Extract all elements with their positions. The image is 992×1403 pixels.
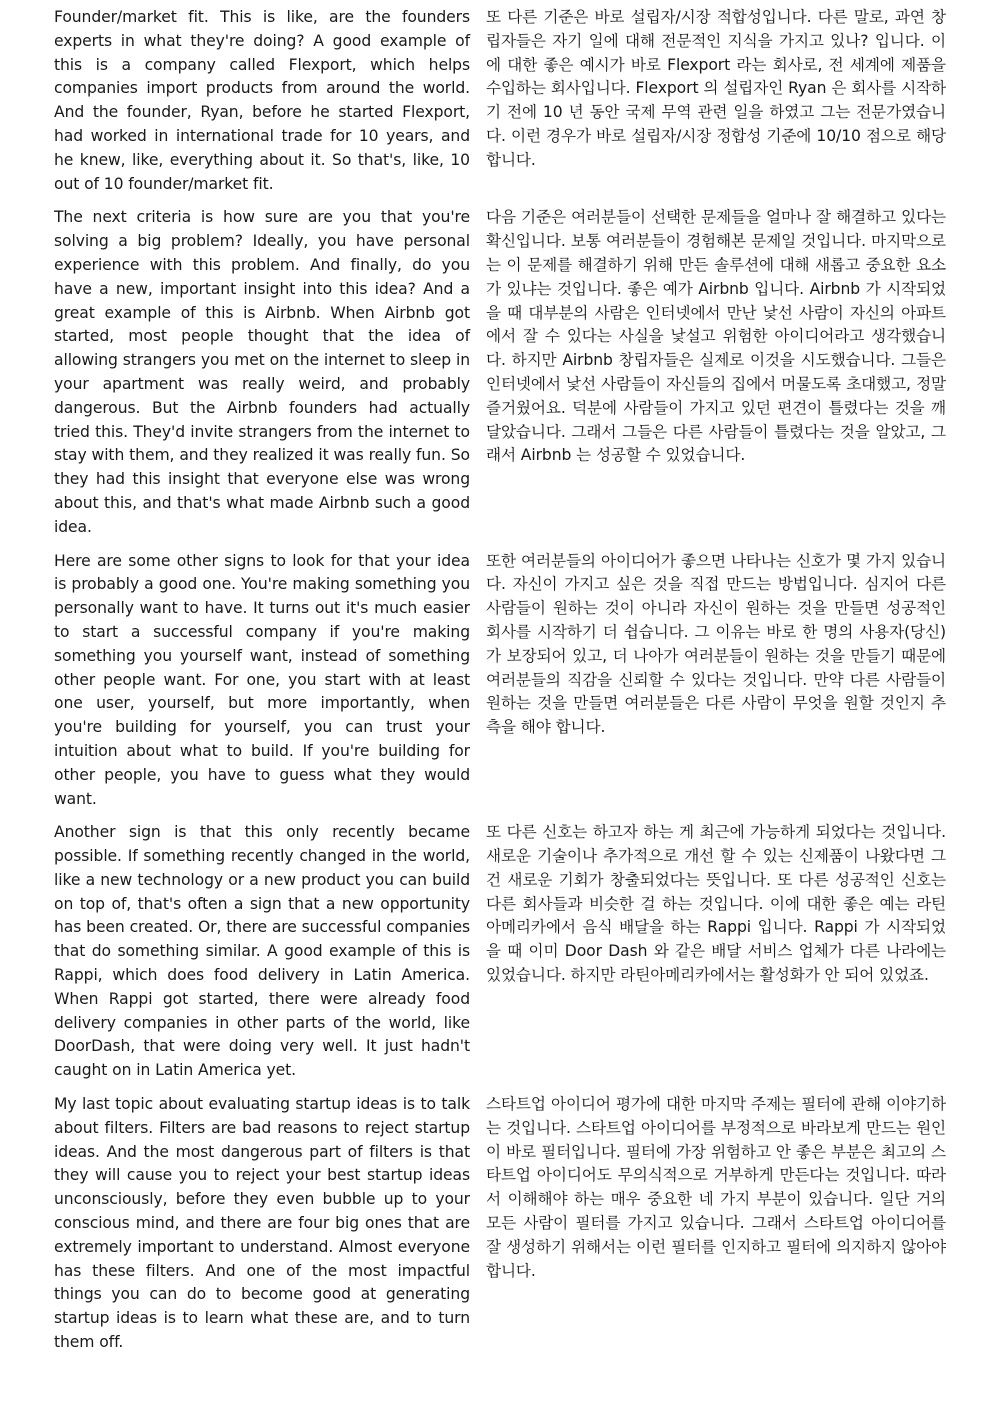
english-paragraph: Founder/market fit. This is like, are the founders experts in what they're doing? A good example of this is a company called Flexport, which helps companies import products from around the world. And the founder, Ryan, before he started Flexport, had worked in international trade for 10 years, and he knew, like, everything about it. So that's, like, 10 out of 10 founder/market fit. [54,8,470,193]
column-gap [470,821,486,1083]
paragraph-row [54,550,946,812]
row-spacer [54,196,946,206]
korean-paragraph: 또 다른 기준은 바로 설립자/시장 적합성입니다. 다른 말로, 과연 창립자들은 자기 일에 대해 전문적인 지식을 가지고 있나? 입니다. 이에 대한 좋은 예시가 바로 Flexport 라는 회사로, 전 세계에 제품을 수입하는 회사입니다. Flexport 의 설립자인 Ryan 은 회사를 시작하기 전에 10 년 동안 국제 무역 관련 일을 하였고 그는 전문가였습니다. 이런 경우가 바로 설립자/시장 정합성 기준에 10/10 점으로 해당합니다. [486,8,946,169]
row-spacer [54,540,946,550]
row-spacer [54,1083,946,1093]
english-paragraph: The next criteria is how sure are you that you're solving a big problem? Ideally, you have personal experience with this problem. And finally, do you have a new, important insight into this idea? And a great example of this is Airbnb. When Airbnb got started, most people thought that the idea of allowing strangers you met on the internet to sleep in your apartment was really weird, and probably dangerous. But the Airbnb founders had actually tried this. They'd invite strangers from the internet to stay with them, and they realized it was really fun. So they had this insight that everyone else was wrong about this, and that's what made Airbnb such a good idea. [54,208,470,536]
english-paragraph: Another sign is that this only recently became possible. If something recently changed in the world, like a new technology or a new product you can build on top of, that's often a sign that a new opportunity has been created. Or, there are successful companies that do something similar. A good example of this is Rappi, which does food delivery in Latin America. When Rappi got started, there were already food delivery companies in other parts of the world, like DoorDash, that were doing very well. It just hadn't caught on in Latin America yet. [54,823,470,1080]
paragraph-row [54,206,946,539]
column-gap [470,6,486,196]
english-paragraph: Here are some other signs to look for that your idea is probably a good one. You're making something you personally want to have. It turns out it's much easier to start a successful company if you're making something you yourself want, instead of something other people want. For one, you start with at least one user, yourself, but more importantly, when you're building for yourself, you can trust your intuition about what to build. If you're building for other people, you have to guess what they would want. [54,551,470,808]
paragraph-row [54,1093,946,1355]
korean-paragraph: 또 다른 신호는 하고자 하는 게 최근에 가능하게 되었다는 것입니다. 새로운 기술이나 추가적으로 개선 할 수 있는 신제품이 나왔다면 그건 새로운 기회가 창출되었다는 뜻입니다. 또 다른 성공적인 신호는 다른 회사들과 비슷한 걸 하는 것입니다. 이에 대한 좋은 예는 라틴 아메리카에서 음식 배달을 하는 Rappi 입니다. Rappi 가 시작되었을 때 이미 Door Dash 와 같은 배달 서비스 업체가 다른 나라에는 있었습니다. 하지만 라틴아메리카에서는 활성화가 안 되어 있었죠. [486,823,946,985]
korean-paragraph: 스타트업 아이디어 평가에 대한 마지막 주제는 필터에 관해 이야기하는 것입니다. 스타트업 아이디어를 부정적으로 바라보게 만드는 원인이 바로 필터입니다. 필터에 가장 위험하고 안 좋은 부분은 최고의 스타트업 아이디어도 무의식적으로 거부하게 만든다는 것입니다. 따라서 이해해야 하는 매우 중요한 네 가지 부분이 있습니다. 일단 거의 모든 사람이 필터를 가지고 있습니다. 그래서 스타트업 아이디어를 잘 생성하기 위해서는 이런 필터를 인지하고 필터에 의지하지 않아야 합니다. [486,1095,946,1280]
english-paragraph: My last topic about evaluating startup ideas is to talk about filters. Filters are bad reasons to reject startup ideas. And the most dangerous part of filters is that they will cause you to reject your best startup ideas unconsciously, before they even bubble up to your conscious mind, and there are four big ones that are extremely important to understand. Almost everyone has these filters. And one of the most impactful things you can do to become good at generating startup ideas is to learn what these are, and to turn them off. [54,1095,470,1352]
korean-paragraph: 또한 여러분들의 아이디어가 좋으면 나타나는 신호가 몇 가지 있습니다. 자신이 가지고 싶은 것을 직접 만드는 방법입니다. 심지어 다른 사람들이 원하는 것이 아니라 자신이 원하는 것을 만들면 성공적인 회사를 시작하기 더 쉽습니다. 그 이유는 바로 한 명의 사용자(당신)가 보장되어 있고, 더 나아가 여러분들이 원하는 것을 만들기 때문에 여러분들의 직감을 신뢰할 수 있다는 것입니다. 만약 다른 사람들이 원하는 것을 만들면 여러분들은 다른 사람이 무엇을 원할 것인지 추측을 해야 합니다. [486,551,946,737]
korean-paragraph: 다음 기준은 여러분들이 선택한 문제들을 얼마나 잘 해결하고 있다는 확신입니다. 보통 여러분들이 경험해본 문제일 것입니다. 마지막으로는 이 문제를 해결하기 위해 만든 솔루션에 대해 새롭고 중요한 요소가 있냐는 것입니다. 좋은 예가 Airbnb 입니다. Airbnb 가 시작되었을 때 대부분의 사람은 인터넷에서 만난 낯선 사람이 자신의 아파트에서 잘 수 있다는 사실을 낯설고 위험한 아이디어라고 생각했습니다. 하지만 Airbnb 창립자들은 실제로 이것을 시도했습니다. 그들은 인터넷에서 낯선 사람들이 자신들의 집에서 머물도록 초대했고, 정말 즐거웠어요. 덕분에 사람들이 가지고 있던 편견이 틀렸다는 것을 깨달았습니다. 그래서 그들은 다른 사람들이 틀렸다는 것을 알았고, 그래서 Airbnb 는 성공할 수 있었습니다. [486,208,946,465]
paragraph-row [54,6,946,196]
row-spacer [54,811,946,821]
bilingual-table [54,6,946,1355]
paragraph-row [54,821,946,1083]
column-gap [470,206,486,539]
document-page [54,6,946,1355]
column-gap [470,1093,486,1355]
column-gap [470,550,486,812]
